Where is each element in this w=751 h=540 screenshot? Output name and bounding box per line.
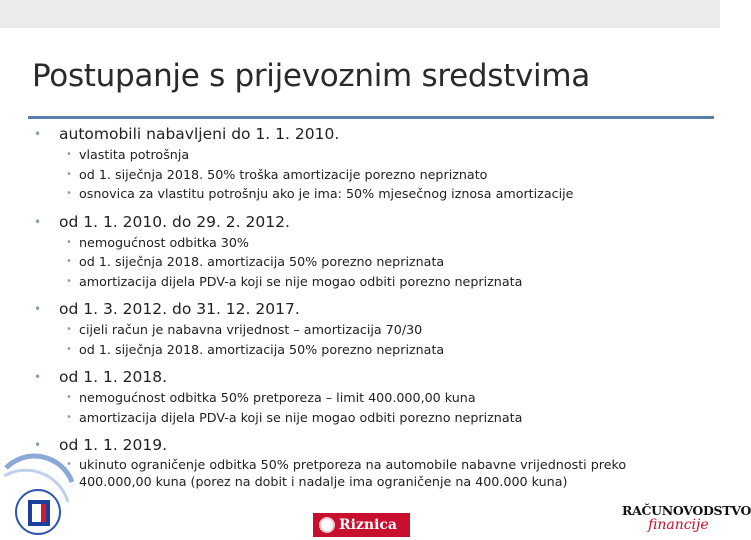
rf-wordmark-top: RAČUNOVODSTVO bbox=[622, 503, 751, 518]
section-label: od 1. 1. 2019. bbox=[59, 436, 168, 454]
bullet-icon: • bbox=[66, 411, 72, 423]
seal-icon bbox=[319, 517, 335, 533]
bullet-icon: • bbox=[34, 214, 42, 229]
bullet-icon: • bbox=[66, 324, 72, 335]
list-item bbox=[34, 456, 679, 490]
racunovodstvo-financije-logo bbox=[622, 503, 751, 539]
list-item bbox=[34, 340, 710, 360]
item-text: od 1. siječnja 2018. 50% troška amortizacije porezno nepriznato bbox=[79, 166, 488, 182]
riznica-logo bbox=[313, 513, 410, 537]
list-item bbox=[34, 252, 710, 272]
bullet-icon: • bbox=[66, 236, 72, 248]
top-band bbox=[0, 0, 720, 28]
item-text: vlastita potrošnja bbox=[79, 147, 190, 162]
section-label: od 1. 1. 2010. do 29. 2. 2012. bbox=[59, 212, 290, 231]
list-item bbox=[34, 145, 710, 165]
list-item bbox=[34, 233, 710, 253]
title-divider bbox=[28, 116, 714, 119]
item-text: amortizacija dijela PDV-a koji se nije mogao odbiti porezno nepriznata bbox=[79, 273, 523, 289]
list-item bbox=[34, 184, 710, 204]
section-label: od 1. 3. 2012. do 31. 12. 2017. bbox=[59, 300, 300, 318]
bullet-icon: • bbox=[66, 459, 72, 470]
item-text: nemogućnost odbitka 30% bbox=[79, 234, 249, 250]
section-5-items bbox=[34, 456, 710, 490]
bullet-list bbox=[34, 123, 710, 497]
bullet-icon: • bbox=[66, 188, 72, 199]
item-text: amortizacija dijela PDV-a koji se nije mogao odbiti porezno nepriznata bbox=[79, 409, 523, 425]
section-3-items bbox=[34, 320, 710, 359]
bullet-icon: • bbox=[66, 275, 72, 287]
bullet-icon: • bbox=[34, 127, 42, 141]
list-item bbox=[34, 320, 710, 340]
section-2-items bbox=[34, 233, 710, 292]
bullet-icon: • bbox=[66, 392, 72, 403]
list-item bbox=[34, 408, 710, 428]
section-4 bbox=[34, 366, 710, 388]
item-text: ukinuto ograničenje odbitka 50% pretporeza na automobile nabavne vrijednosti preko 400.000,00 kuna (porez na dobit i nadalje ima ograničenje na 400.000 kuna) bbox=[79, 457, 627, 489]
section-2 bbox=[34, 211, 710, 233]
bullet-icon: • bbox=[66, 168, 72, 180]
item-text: nemogućnost odbitka 50% pretporeza – limit 400.000,00 kuna bbox=[79, 390, 476, 405]
section-4-items bbox=[34, 388, 710, 427]
section-3 bbox=[34, 298, 710, 320]
section-label: automobili nabavljeni do 1. 1. 2010. bbox=[59, 125, 340, 143]
bullet-icon: • bbox=[34, 370, 42, 384]
bullet-icon: • bbox=[66, 256, 72, 267]
rf-wordmark-bottom: financije bbox=[648, 517, 709, 533]
list-item bbox=[34, 165, 710, 185]
section-label: od 1. 1. 2018. bbox=[59, 368, 168, 386]
item-text: od 1. siječnja 2018. amortizacija 50% porezno nepriznata bbox=[79, 341, 445, 357]
item-text: cijeli račun je nabavna vrijednost – amortizacija 70/30 bbox=[79, 322, 423, 337]
list-item bbox=[34, 388, 710, 408]
slide-title: Postupanje s prijevoznim sredstvima bbox=[32, 58, 590, 94]
item-text: osnovica za vlastitu potrošnju ako je ima: 50% mjesečnog iznosa amortizacije bbox=[79, 186, 574, 201]
bullet-icon: • bbox=[34, 438, 42, 452]
section-5 bbox=[34, 434, 710, 456]
university-seal-logo bbox=[2, 462, 74, 540]
bullet-icon: • bbox=[66, 343, 72, 355]
riznica-wordmark: Riznica bbox=[339, 517, 397, 533]
section-1 bbox=[34, 123, 710, 145]
bullet-icon: • bbox=[34, 302, 42, 316]
item-text: od 1. siječnja 2018. amortizacija 50% porezno nepriznata bbox=[79, 254, 445, 269]
section-1-items bbox=[34, 145, 710, 204]
list-item bbox=[34, 272, 710, 292]
bullet-icon: • bbox=[66, 149, 72, 160]
